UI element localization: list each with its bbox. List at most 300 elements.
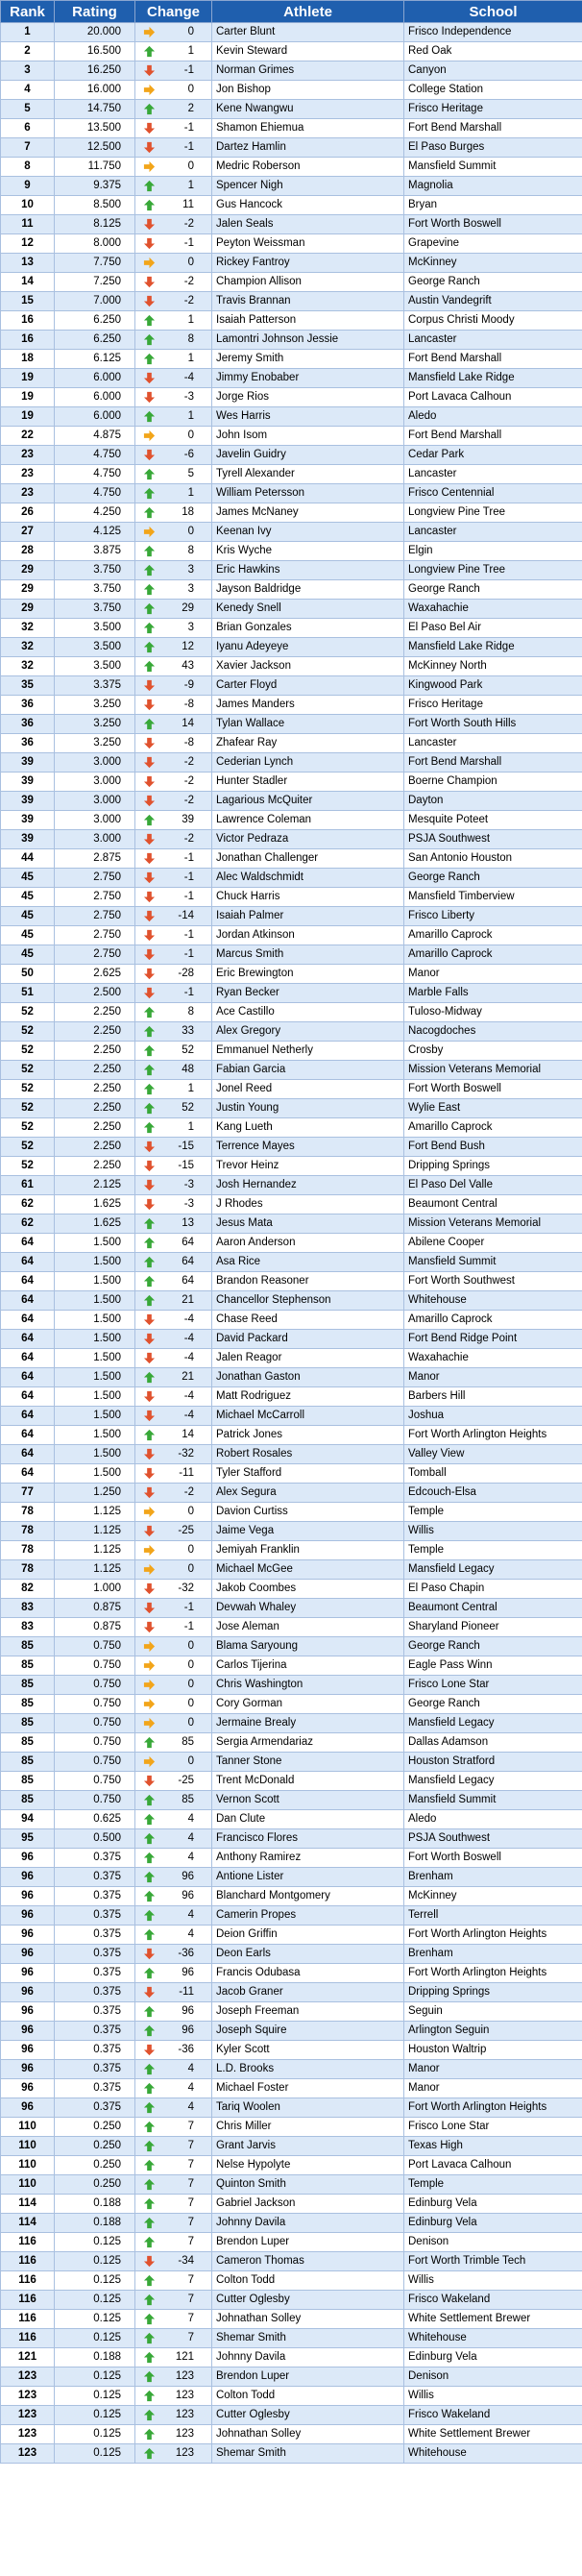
change-value: 4 bbox=[187, 1928, 194, 1940]
table-row bbox=[1, 1426, 582, 1445]
change-cell bbox=[135, 2252, 212, 2271]
table-row bbox=[1, 2041, 582, 2060]
change-value: 7 bbox=[187, 2159, 194, 2171]
change-value: -15 bbox=[178, 1160, 194, 1171]
change-cell bbox=[135, 696, 212, 715]
athlete-cell: Jorge Rios bbox=[212, 388, 404, 407]
school-cell: Mission Veterans Memorial bbox=[404, 1214, 582, 1234]
arrow-down-icon bbox=[143, 141, 156, 154]
rating-cell: 2.250 bbox=[55, 1003, 135, 1022]
rating-cell: 4.750 bbox=[55, 484, 135, 503]
school-cell: Beaumont Central bbox=[404, 1195, 582, 1214]
rating-cell: 0.375 bbox=[55, 2079, 135, 2098]
athlete-cell: Marcus Smith bbox=[212, 945, 404, 965]
arrow-up-icon bbox=[143, 2447, 156, 2460]
rank-cell: 85 bbox=[1, 1733, 55, 1753]
change-cell bbox=[135, 42, 212, 61]
athlete-cell: Brendon Luper bbox=[212, 2367, 404, 2387]
athlete-cell: Aaron Anderson bbox=[212, 1234, 404, 1253]
change-value: -1 bbox=[183, 64, 194, 76]
rank-cell: 96 bbox=[1, 2022, 55, 2041]
table-row bbox=[1, 1214, 582, 1234]
change-cell bbox=[135, 1906, 212, 1926]
rating-cell: 3.500 bbox=[55, 619, 135, 638]
change-cell bbox=[135, 830, 212, 849]
change-value: 3 bbox=[187, 564, 194, 576]
arrow-down-icon bbox=[143, 756, 156, 769]
change-value: -11 bbox=[179, 1986, 194, 1998]
arrow-up-icon bbox=[143, 2005, 156, 2018]
change-value: 4 bbox=[187, 1813, 194, 1825]
header-athlete: Athlete bbox=[212, 1, 404, 23]
athlete-cell: Jayson Baldridge bbox=[212, 580, 404, 600]
change-cell bbox=[135, 1560, 212, 1580]
arrow-down-icon bbox=[143, 276, 156, 288]
arrow-up-icon bbox=[143, 718, 156, 730]
athlete-cell: Joseph Freeman bbox=[212, 2002, 404, 2022]
arrow-up-icon bbox=[143, 1064, 156, 1076]
rank-cell: 3 bbox=[1, 61, 55, 81]
table-row bbox=[1, 1695, 582, 1714]
change-value: -28 bbox=[178, 968, 194, 979]
change-cell bbox=[135, 2137, 212, 2156]
change-value: -4 bbox=[183, 372, 194, 383]
arrow-down-icon bbox=[143, 833, 156, 846]
table-row bbox=[1, 234, 582, 254]
rank-cell: 64 bbox=[1, 1311, 55, 1330]
athlete-cell: Jemiyah Franklin bbox=[212, 1541, 404, 1560]
arrow-up-icon bbox=[143, 2236, 156, 2248]
athlete-cell: Cory Gorman bbox=[212, 1695, 404, 1714]
table-row bbox=[1, 1503, 582, 1522]
school-cell: Tomball bbox=[404, 1464, 582, 1484]
school-cell: Willis bbox=[404, 1522, 582, 1541]
athlete-cell: Rickey Fantroy bbox=[212, 254, 404, 273]
change-cell bbox=[135, 2079, 212, 2098]
change-value: 0 bbox=[187, 160, 194, 172]
change-value: -25 bbox=[178, 1775, 194, 1786]
school-cell: Mansfield Summit bbox=[404, 158, 582, 177]
rating-cell: 2.750 bbox=[55, 907, 135, 926]
rank-cell: 28 bbox=[1, 542, 55, 561]
rating-cell: 0.375 bbox=[55, 2022, 135, 2041]
table-row bbox=[1, 600, 582, 619]
rating-cell: 0.375 bbox=[55, 2002, 135, 2022]
arrow-up-icon bbox=[143, 333, 156, 346]
change-value: -1 bbox=[183, 891, 194, 902]
change-value: 0 bbox=[187, 1563, 194, 1575]
change-cell bbox=[135, 292, 212, 311]
athlete-cell: Brendon Luper bbox=[212, 2233, 404, 2252]
rating-cell: 4.750 bbox=[55, 446, 135, 465]
change-value: -2 bbox=[183, 775, 194, 787]
athlete-cell: Trent McDonald bbox=[212, 1772, 404, 1791]
rank-cell: 116 bbox=[1, 2252, 55, 2271]
rating-cell: 1.500 bbox=[55, 1368, 135, 1387]
change-cell bbox=[135, 2214, 212, 2233]
school-cell: Mission Veterans Memorial bbox=[404, 1061, 582, 1080]
school-cell: Magnolia bbox=[404, 177, 582, 196]
change-value: 0 bbox=[187, 26, 194, 37]
change-value: 7 bbox=[187, 2217, 194, 2228]
change-cell bbox=[135, 849, 212, 869]
rating-cell: 2.750 bbox=[55, 926, 135, 945]
athlete-cell: Alex Gregory bbox=[212, 1022, 404, 1042]
table-row bbox=[1, 484, 582, 503]
arrow-up-icon bbox=[143, 103, 156, 115]
school-cell: Houston Stratford bbox=[404, 1753, 582, 1772]
arrow-up-icon bbox=[143, 1871, 156, 1883]
school-cell: Temple bbox=[404, 2175, 582, 2195]
change-value: 0 bbox=[187, 257, 194, 268]
rating-cell: 0.250 bbox=[55, 2175, 135, 2195]
school-cell: El Paso Del Valle bbox=[404, 1176, 582, 1195]
athlete-cell: Chris Washington bbox=[212, 1676, 404, 1695]
change-cell bbox=[135, 1349, 212, 1368]
rating-cell: 0.375 bbox=[55, 1945, 135, 1964]
arrow-up-icon bbox=[143, 2121, 156, 2133]
rank-cell: 23 bbox=[1, 465, 55, 484]
rating-cell: 0.188 bbox=[55, 2195, 135, 2214]
change-value: -2 bbox=[183, 295, 194, 307]
school-cell: El Paso Chapin bbox=[404, 1580, 582, 1599]
rating-cell: 0.375 bbox=[55, 1887, 135, 1906]
change-cell bbox=[135, 1176, 212, 1195]
arrow-up-icon bbox=[143, 1813, 156, 1826]
table-row bbox=[1, 2444, 582, 2464]
school-cell: Aledo bbox=[404, 407, 582, 427]
table-row bbox=[1, 1003, 582, 1022]
change-value: 123 bbox=[175, 2447, 194, 2459]
rank-cell: 96 bbox=[1, 1945, 55, 1964]
arrow-up-icon bbox=[143, 1237, 156, 1249]
arrow-down-icon bbox=[143, 1621, 156, 1633]
rank-cell: 32 bbox=[1, 638, 55, 657]
arrow-up-icon bbox=[143, 2274, 156, 2287]
change-value: -3 bbox=[183, 1179, 194, 1190]
rating-cell: 2.750 bbox=[55, 888, 135, 907]
arrow-down-icon bbox=[143, 929, 156, 942]
athlete-cell: Isaiah Patterson bbox=[212, 311, 404, 331]
athlete-cell: Wes Harris bbox=[212, 407, 404, 427]
athlete-cell: Michael Foster bbox=[212, 2079, 404, 2098]
school-cell: Lancaster bbox=[404, 523, 582, 542]
table-row bbox=[1, 1291, 582, 1311]
rank-cell: 23 bbox=[1, 446, 55, 465]
table-row bbox=[1, 311, 582, 331]
rank-cell: 27 bbox=[1, 523, 55, 542]
table-row bbox=[1, 2137, 582, 2156]
rank-cell: 116 bbox=[1, 2233, 55, 2252]
athlete-cell: Jaime Vega bbox=[212, 1522, 404, 1541]
athlete-cell: Patrick Jones bbox=[212, 1426, 404, 1445]
athlete-cell: Kene Nwangwu bbox=[212, 100, 404, 119]
school-cell: Waxahachie bbox=[404, 600, 582, 619]
rating-cell: 1.125 bbox=[55, 1541, 135, 1560]
table-row bbox=[1, 292, 582, 311]
rank-cell: 52 bbox=[1, 1080, 55, 1099]
change-cell bbox=[135, 311, 212, 331]
athlete-cell: Joseph Squire bbox=[212, 2022, 404, 2041]
change-cell bbox=[135, 734, 212, 753]
table-row bbox=[1, 2079, 582, 2098]
rating-cell: 16.500 bbox=[55, 42, 135, 61]
athlete-cell: Johnathan Solley bbox=[212, 2425, 404, 2444]
table-row bbox=[1, 81, 582, 100]
arrow-right-icon bbox=[143, 1563, 156, 1576]
table-row bbox=[1, 753, 582, 773]
school-cell: Fort Worth Arlington Heights bbox=[404, 1926, 582, 1945]
change-cell bbox=[135, 1426, 212, 1445]
athlete-cell: Dan Clute bbox=[212, 1810, 404, 1829]
table-row bbox=[1, 907, 582, 926]
rank-cell: 64 bbox=[1, 1272, 55, 1291]
school-cell: Edinburg Vela bbox=[404, 2348, 582, 2367]
rank-cell: 64 bbox=[1, 1387, 55, 1407]
arrow-up-icon bbox=[143, 1429, 156, 1441]
rank-cell: 96 bbox=[1, 2041, 55, 2060]
change-value: 0 bbox=[187, 84, 194, 95]
athlete-cell: Robert Rosales bbox=[212, 1445, 404, 1464]
change-cell bbox=[135, 580, 212, 600]
athlete-cell: Javelin Guidry bbox=[212, 446, 404, 465]
change-cell bbox=[135, 2444, 212, 2464]
rating-cell: 0.750 bbox=[55, 1714, 135, 1733]
school-cell: Frisco Wakeland bbox=[404, 2291, 582, 2310]
change-value: 121 bbox=[175, 2351, 194, 2363]
rating-cell: 8.125 bbox=[55, 215, 135, 234]
change-cell bbox=[135, 2329, 212, 2348]
change-cell bbox=[135, 542, 212, 561]
arrow-up-icon bbox=[143, 2370, 156, 2383]
arrow-up-icon bbox=[143, 2313, 156, 2325]
change-value: -3 bbox=[183, 391, 194, 403]
change-cell bbox=[135, 2348, 212, 2367]
school-cell: Mansfield Legacy bbox=[404, 1560, 582, 1580]
rank-cell: 85 bbox=[1, 1656, 55, 1676]
rating-cell: 3.375 bbox=[55, 676, 135, 696]
school-cell: Nacogdoches bbox=[404, 1022, 582, 1042]
table-row bbox=[1, 1964, 582, 1983]
table-row bbox=[1, 196, 582, 215]
arrow-down-icon bbox=[143, 1525, 156, 1537]
athlete-cell: Trevor Heinz bbox=[212, 1157, 404, 1176]
rank-cell: 11 bbox=[1, 215, 55, 234]
arrow-up-icon bbox=[143, 487, 156, 500]
table-row bbox=[1, 792, 582, 811]
header-row bbox=[1, 1, 582, 23]
school-cell: Marble Falls bbox=[404, 984, 582, 1003]
rank-cell: 1 bbox=[1, 23, 55, 42]
athlete-cell: Zhafear Ray bbox=[212, 734, 404, 753]
athlete-cell: Sergia Armendariaz bbox=[212, 1733, 404, 1753]
athlete-cell: Xavier Jackson bbox=[212, 657, 404, 676]
arrow-down-icon bbox=[143, 1160, 156, 1172]
school-cell: Texas High bbox=[404, 2137, 582, 2156]
arrow-up-icon bbox=[143, 199, 156, 211]
rank-cell: 45 bbox=[1, 926, 55, 945]
change-value: 0 bbox=[187, 1679, 194, 1690]
athlete-cell: Carter Blunt bbox=[212, 23, 404, 42]
change-cell bbox=[135, 1926, 212, 1945]
athlete-cell: Champion Allison bbox=[212, 273, 404, 292]
arrow-down-icon bbox=[143, 237, 156, 250]
school-cell: San Antonio Houston bbox=[404, 849, 582, 869]
rank-cell: 96 bbox=[1, 2060, 55, 2079]
rank-cell: 77 bbox=[1, 1484, 55, 1503]
change-cell bbox=[135, 407, 212, 427]
athlete-cell: Eric Brewington bbox=[212, 965, 404, 984]
change-cell bbox=[135, 2156, 212, 2175]
arrow-up-icon bbox=[143, 1909, 156, 1922]
rating-cell: 1.500 bbox=[55, 1387, 135, 1407]
school-cell: El Paso Bel Air bbox=[404, 619, 582, 638]
rank-cell: 85 bbox=[1, 1676, 55, 1695]
athlete-cell: Tanner Stone bbox=[212, 1753, 404, 1772]
table-body bbox=[1, 23, 582, 2464]
change-value: 4 bbox=[187, 2101, 194, 2113]
athlete-cell: Lamontri Johnson Jessie bbox=[212, 331, 404, 350]
arrow-up-icon bbox=[143, 2390, 156, 2402]
school-cell: Mansfield Legacy bbox=[404, 1714, 582, 1733]
rating-cell: 4.875 bbox=[55, 427, 135, 446]
table-row bbox=[1, 1868, 582, 1887]
rating-cell: 0.188 bbox=[55, 2214, 135, 2233]
school-cell: Frisco Independence bbox=[404, 23, 582, 42]
rating-cell: 0.750 bbox=[55, 1772, 135, 1791]
rating-cell: 7.250 bbox=[55, 273, 135, 292]
rank-cell: 96 bbox=[1, 1868, 55, 1887]
change-value: 7 bbox=[187, 2121, 194, 2132]
athlete-cell: Shemar Smith bbox=[212, 2329, 404, 2348]
table-row bbox=[1, 1753, 582, 1772]
school-cell: White Settlement Brewer bbox=[404, 2310, 582, 2329]
rank-cell: 116 bbox=[1, 2271, 55, 2291]
arrow-down-icon bbox=[143, 1486, 156, 1499]
school-cell: Fort Worth Arlington Heights bbox=[404, 2098, 582, 2118]
change-cell bbox=[135, 484, 212, 503]
rating-cell: 16.250 bbox=[55, 61, 135, 81]
school-cell: Amarillo Caprock bbox=[404, 1311, 582, 1330]
change-value: -36 bbox=[178, 2044, 194, 2055]
rating-cell: 1.625 bbox=[55, 1214, 135, 1234]
table-row bbox=[1, 2291, 582, 2310]
arrow-up-icon bbox=[143, 506, 156, 519]
arrow-up-icon bbox=[143, 1102, 156, 1115]
school-cell: Austin Vandegrift bbox=[404, 292, 582, 311]
athlete-cell: James McNaney bbox=[212, 503, 404, 523]
rating-cell: 0.125 bbox=[55, 2387, 135, 2406]
school-cell: Dayton bbox=[404, 792, 582, 811]
table-row bbox=[1, 119, 582, 138]
change-value: 1 bbox=[187, 1083, 194, 1094]
table-row bbox=[1, 676, 582, 696]
rating-cell: 0.250 bbox=[55, 2118, 135, 2137]
table-row bbox=[1, 869, 582, 888]
athlete-cell: Tariq Woolen bbox=[212, 2098, 404, 2118]
table-row bbox=[1, 945, 582, 965]
change-cell bbox=[135, 638, 212, 657]
table-row bbox=[1, 2425, 582, 2444]
arrow-right-icon bbox=[143, 1640, 156, 1653]
school-cell: Waxahachie bbox=[404, 1349, 582, 1368]
rating-cell: 1.125 bbox=[55, 1560, 135, 1580]
change-cell bbox=[135, 2387, 212, 2406]
athlete-cell: Carlos Tijerina bbox=[212, 1656, 404, 1676]
rating-cell: 3.000 bbox=[55, 773, 135, 792]
change-cell bbox=[135, 1407, 212, 1426]
school-cell: Frisco Heritage bbox=[404, 696, 582, 715]
change-value: 1 bbox=[187, 180, 194, 191]
table-row bbox=[1, 273, 582, 292]
school-cell: Terrell bbox=[404, 1906, 582, 1926]
change-cell bbox=[135, 1368, 212, 1387]
arrow-down-icon bbox=[143, 1333, 156, 1345]
arrow-up-icon bbox=[143, 1890, 156, 1902]
athlete-cell: Chris Miller bbox=[212, 2118, 404, 2137]
athlete-cell: Josh Hernandez bbox=[212, 1176, 404, 1195]
change-cell bbox=[135, 254, 212, 273]
change-value: 13 bbox=[182, 1217, 194, 1229]
rating-cell: 0.875 bbox=[55, 1599, 135, 1618]
table-row bbox=[1, 388, 582, 407]
rating-cell: 3.750 bbox=[55, 580, 135, 600]
school-cell: Frisco Lone Star bbox=[404, 1676, 582, 1695]
rating-cell: 0.375 bbox=[55, 2041, 135, 2060]
school-cell: Elgin bbox=[404, 542, 582, 561]
athlete-cell: Chancellor Stephenson bbox=[212, 1291, 404, 1311]
table-row bbox=[1, 1311, 582, 1330]
table-row bbox=[1, 446, 582, 465]
change-value: -1 bbox=[183, 1602, 194, 1613]
change-cell bbox=[135, 1887, 212, 1906]
change-cell bbox=[135, 2175, 212, 2195]
change-cell bbox=[135, 23, 212, 42]
school-cell: Denison bbox=[404, 2367, 582, 2387]
change-cell bbox=[135, 1810, 212, 1829]
school-cell: Manor bbox=[404, 2079, 582, 2098]
rating-cell: 1.500 bbox=[55, 1330, 135, 1349]
athlete-cell: Ryan Becker bbox=[212, 984, 404, 1003]
rank-cell: 116 bbox=[1, 2291, 55, 2310]
change-cell bbox=[135, 388, 212, 407]
arrow-up-icon bbox=[143, 2082, 156, 2095]
rank-cell: 51 bbox=[1, 984, 55, 1003]
rating-cell: 0.750 bbox=[55, 1637, 135, 1656]
arrow-right-icon bbox=[143, 1659, 156, 1672]
rank-cell: 96 bbox=[1, 1849, 55, 1868]
school-cell: Fort Worth Southwest bbox=[404, 1272, 582, 1291]
table-row bbox=[1, 542, 582, 561]
change-cell bbox=[135, 503, 212, 523]
school-cell: George Ranch bbox=[404, 580, 582, 600]
change-value: 1 bbox=[187, 353, 194, 364]
change-value: 0 bbox=[187, 429, 194, 441]
change-cell bbox=[135, 1291, 212, 1311]
rank-cell: 19 bbox=[1, 407, 55, 427]
arrow-right-icon bbox=[143, 1544, 156, 1557]
table-row bbox=[1, 1195, 582, 1214]
rating-cell: 2.250 bbox=[55, 1080, 135, 1099]
rank-cell: 52 bbox=[1, 1061, 55, 1080]
change-value: -1 bbox=[183, 237, 194, 249]
rank-cell: 36 bbox=[1, 715, 55, 734]
change-value: -8 bbox=[183, 699, 194, 710]
arrow-right-icon bbox=[143, 429, 156, 442]
arrow-up-icon bbox=[143, 468, 156, 480]
rating-cell: 3.250 bbox=[55, 715, 135, 734]
change-cell bbox=[135, 1464, 212, 1484]
